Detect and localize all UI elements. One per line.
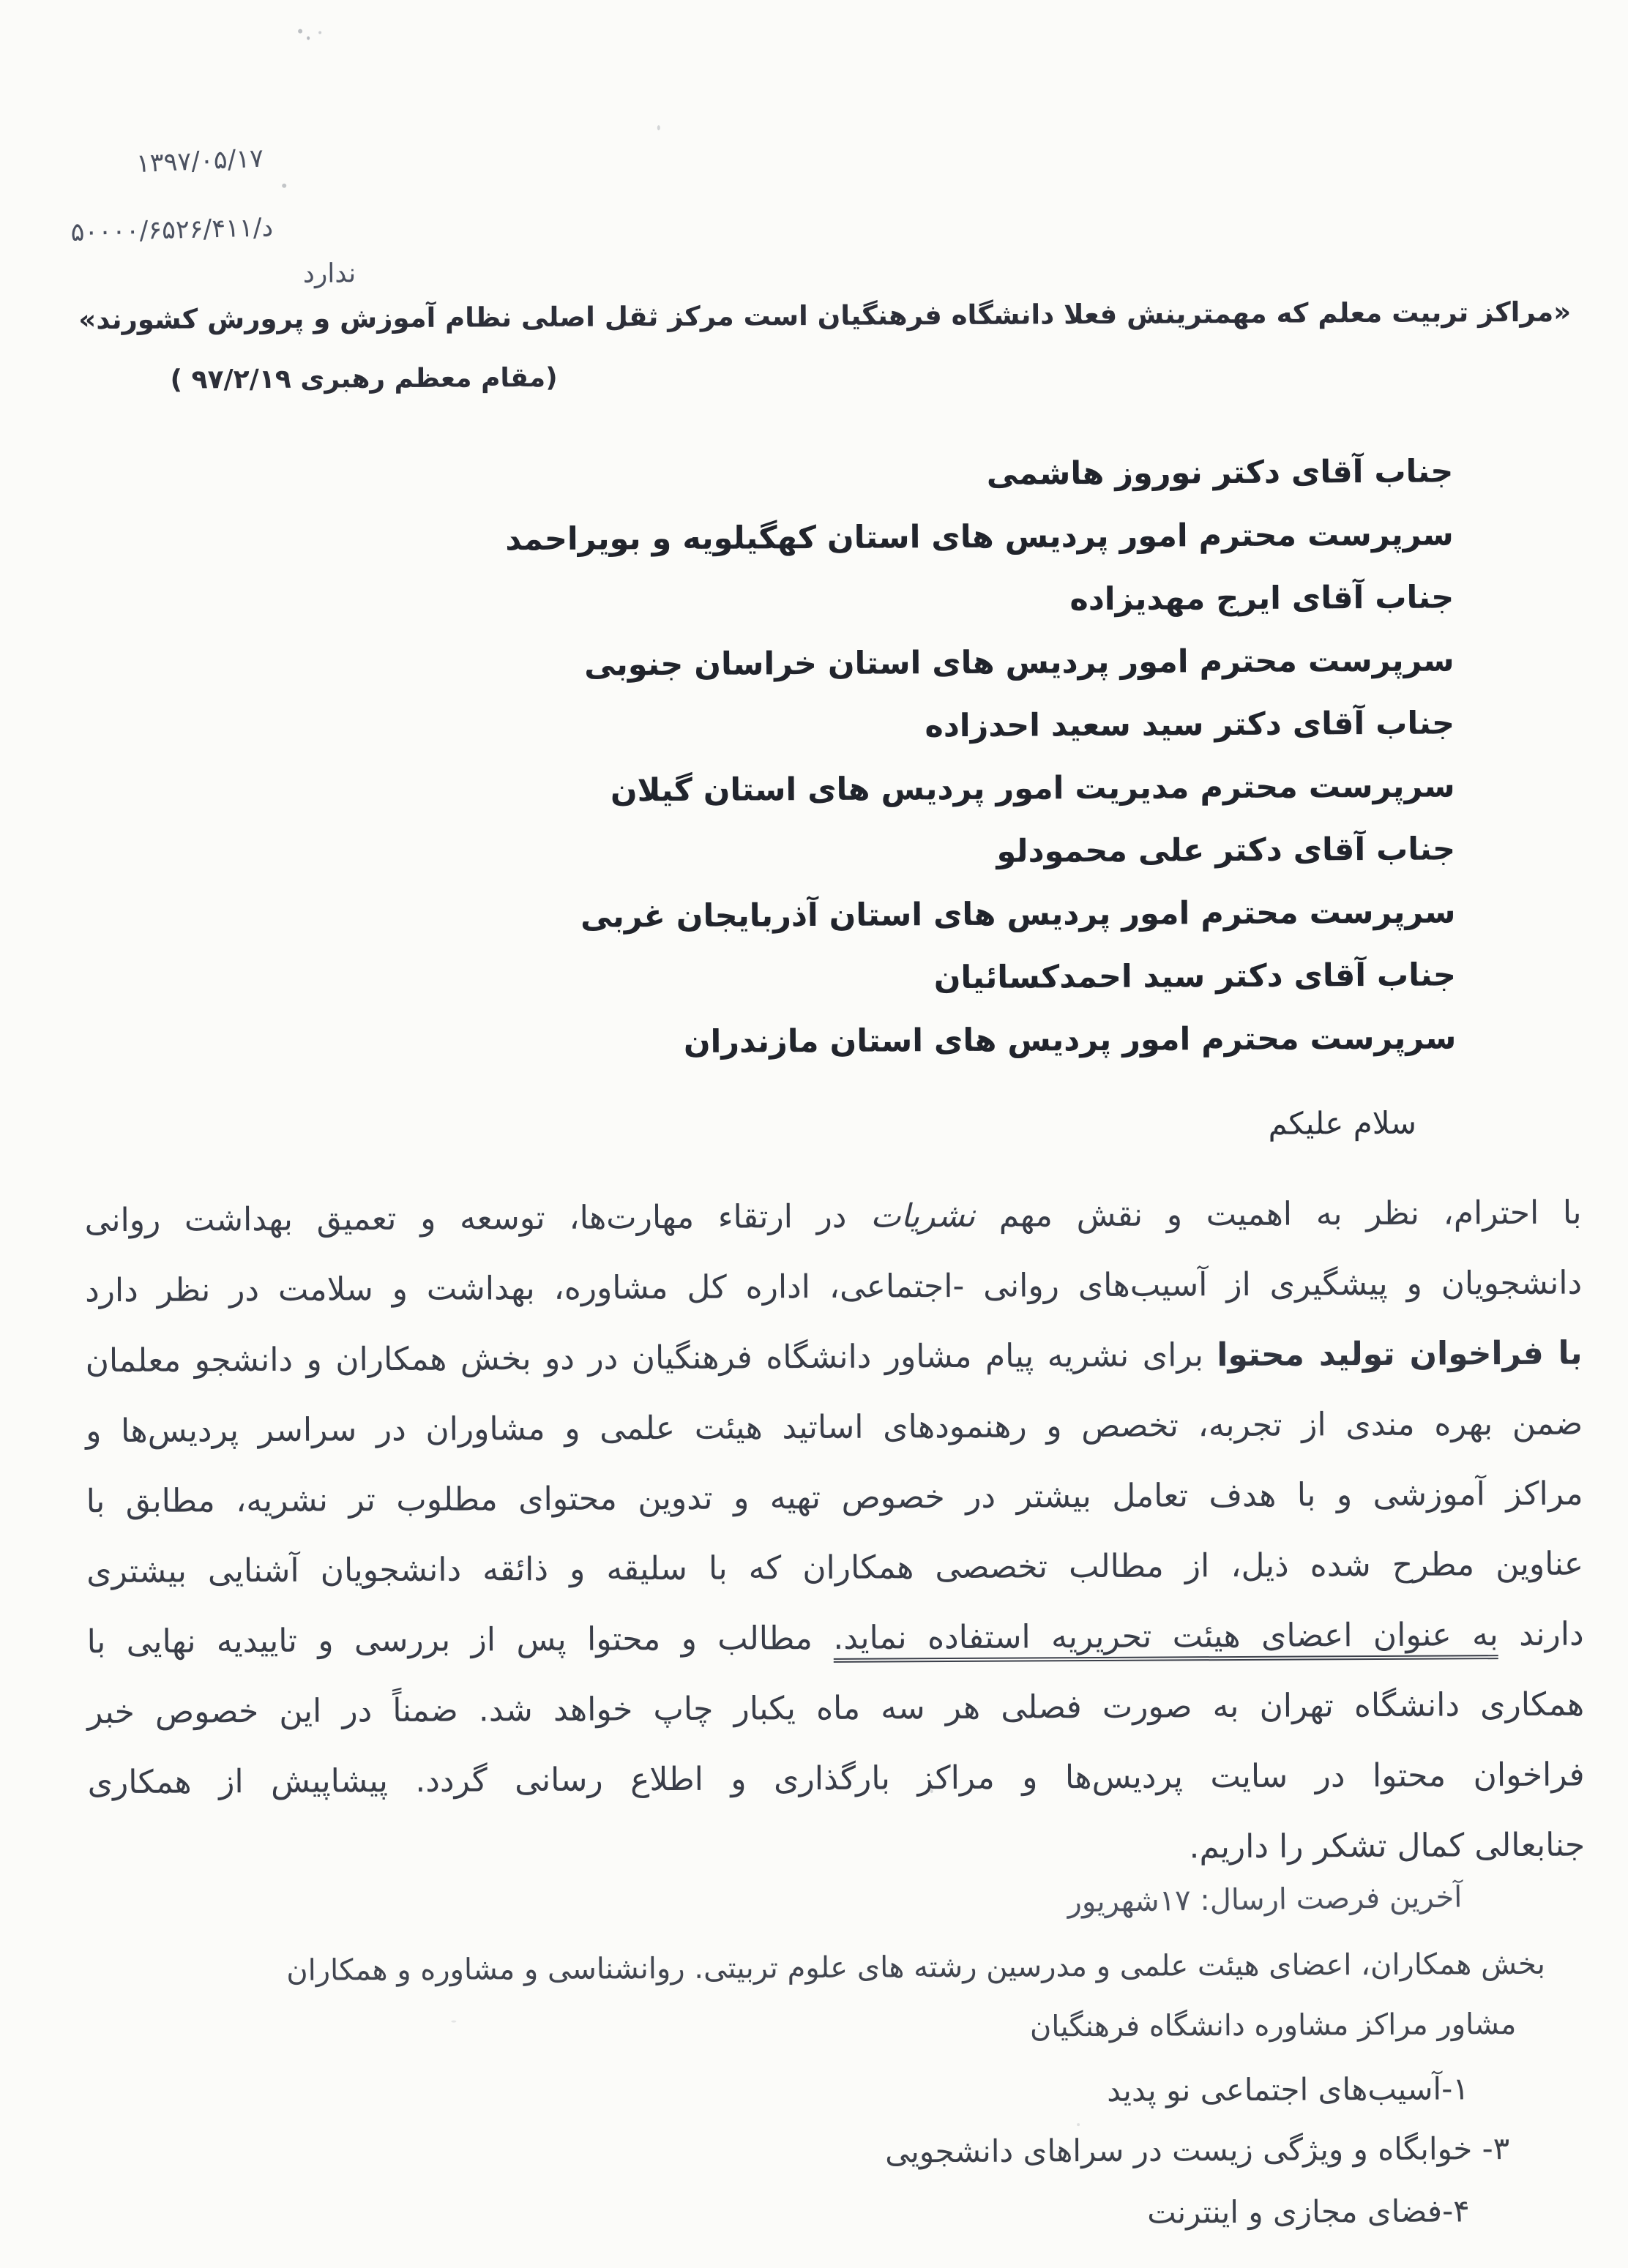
- scan-speck: [657, 125, 660, 130]
- recipient-title: سرپرست محترم امور پردیس های استان کهگیلویه و بویراحمد: [505, 516, 1454, 558]
- recipient-title: سرپرست محترم امور پردیس های استان مازندران: [683, 1019, 1457, 1060]
- body-line: [86, 1600, 1583, 1678]
- target-audience-continued: مشاور مراکز مشاوره دانشگاه فرهنگیان: [1029, 2007, 1517, 2044]
- body-text-segment: در ارتقاء مهارت‌ها، توسعه و تعمیق بهداشت روانی: [84, 1197, 871, 1240]
- italic-word: نشریات: [870, 1197, 976, 1235]
- scan-speck: [298, 29, 302, 34]
- body-line: عناوین مطرح شده ذیل، از مطالب تخصصی همکاران که با سلیقه و ذائقه دانشجویان آشنایی بیشتری: [86, 1545, 1584, 1591]
- body-line: همکاری دانشگاه تهران به صورت فصلی هر سه ماه یکبار چاپ خواهد شد. ضمناً در این خصوص خبر: [87, 1685, 1585, 1732]
- body-line: فراخوان محتوا در سایت پردیس‌ها و مراکز بارگذاری و اطلاع رسانی گردد. پیشاپیش از همکاری: [87, 1756, 1585, 1802]
- scan-speck: [1077, 2123, 1080, 2126]
- recipient-name: جناب آقای ایرج مهدیزاده: [1069, 579, 1455, 618]
- body-line: مراکز آموزشی و با هدف تعامل بیشتر در خصوص تهیه و تدوین محتوای مطلوب تر نشریه، مطابق با: [86, 1475, 1583, 1521]
- submission-deadline: آخرین فرصت ارسال: ۱۷شهریور: [1067, 1880, 1463, 1920]
- letter-number: د/۵۰۰۰۰/۶۵۲۶/۴۱۱: [70, 213, 274, 247]
- leader-quote: «مراکز تربیت معلم که مهمترینش فعلا دانشگاه فرهنگیان است مرکز ثقل اصلی نظام آموزش و پرورش کشورند»: [78, 296, 1572, 336]
- scan-speck: [930, 1789, 933, 1793]
- recipient-name: جناب آقای دکتر سید احمدکسائیان: [933, 957, 1457, 997]
- topic-item: ۳- خوابگاه و ویژگی زیست در سراهای دانشجویی: [884, 2130, 1510, 2170]
- letter-date: ۱۳۹۷/۰۵/۱۷: [135, 143, 264, 179]
- body-line: ضمن بهره مندی از تجربه، تخصص و رهنمودهای اساتید هیئت علمی و مشاوران در سراسر پردیس‌ها و: [85, 1404, 1583, 1451]
- body-line: [85, 1319, 1582, 1397]
- target-audience-line: بخش همکاران، اعضای هیئت علمی و مدرسین رشته های علوم تربیتی. روانشناسی و مشاوره و همکاران: [286, 1947, 1546, 1988]
- body-line: دانشجویان و پیشگیری از آسیب‌های روانی -اجتماعی، اداره کل مشاوره، بهداشت و سلامت در نظر دارد: [84, 1264, 1583, 1310]
- topic-item: ۱-آسیب‌های اجتماعی نو پدید: [1107, 2070, 1469, 2108]
- recipient-title: سرپرست محترم امور پردیس های استان آذربایجان غربی: [580, 894, 1456, 935]
- underlined-phrase: به عنوان اعضای هیئت تحریریه استفاده نماید.: [833, 1616, 1498, 1663]
- bold-phrase: با فراخوان تولید محتوا: [1217, 1334, 1583, 1374]
- recipient-title: سرپرست محترم امور پردیس های استان خراسان جنوبی: [584, 642, 1455, 684]
- recipient-name: جناب آقای دکتر نوروز هاشمی: [986, 453, 1454, 493]
- recipients-block: [505, 440, 1457, 1074]
- letter-body: [84, 1178, 1585, 1889]
- body-text-segment: مطالب و محتوا پس از بررسی و تاییدیه نهایی با: [86, 1619, 834, 1661]
- body-text-segment: برای نشریه پیام مشاور دانشگاه فرهنگیان در دو بخش همکاران و دانشجو معلمان: [85, 1336, 1217, 1380]
- recipient-name: جناب آقای دکتر سید سعید احدزاده: [925, 705, 1455, 745]
- topic-item: ۴-فضای مجازی و اینترنت: [1147, 2193, 1470, 2231]
- quote-attribution: (مقام معظم رهبری ۹۷/۲/۱۹ ): [170, 362, 558, 395]
- letter-attachment: ندارد: [302, 258, 356, 289]
- body-text-segment: با احترام، نظر به اهمیت و نقش مهم: [974, 1194, 1582, 1235]
- salutation: سلام علیکم: [1268, 1104, 1417, 1142]
- body-line: جنابعالی کمال تشکر را داریم.: [1189, 1826, 1586, 1866]
- recipient-name: جناب آقای دکتر علی محمودلو: [996, 831, 1456, 870]
- scan-speck: [451, 2021, 456, 2023]
- recipient-title: سرپرست محترم مدیریت امور پردیس های استان گیلان: [610, 768, 1455, 809]
- body-line: [84, 1178, 1581, 1257]
- body-text-segment: دارند: [1498, 1615, 1584, 1654]
- scan-speck: [307, 37, 310, 40]
- scan-speck: [318, 31, 321, 34]
- scan-speck: [282, 184, 286, 188]
